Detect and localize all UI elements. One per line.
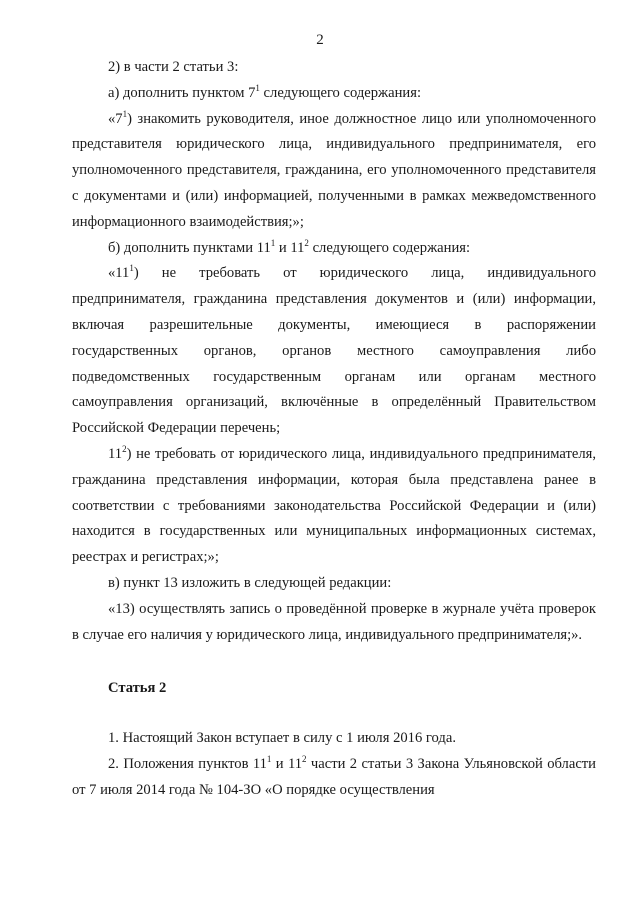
- text: следующего содержания:: [308, 239, 471, 256]
- text: части 2 статьи 3 Закона Ульяновской области от 7 июля 2014 года № 104-ЗО «О порядке осуществления: [72, 755, 596, 798]
- paragraph-point-13: [72, 597, 596, 649]
- text: «13) осуществлять запись о проведённой проверке в журнале учёта проверок в случае его наличия у юридического лица, индивидуального предпринимателя;».: [72, 600, 596, 643]
- superscript: 2: [302, 753, 307, 764]
- superscript: 1: [266, 753, 272, 764]
- text: в) пункт 13 изложить в следующей редакции:: [108, 574, 392, 591]
- paragraph: [72, 81, 596, 107]
- paragraph: [72, 571, 596, 597]
- superscript: 2: [122, 443, 127, 454]
- paragraph-point-7-1: [72, 107, 596, 236]
- superscript: 1: [270, 237, 276, 248]
- paragraph-item-2: [72, 752, 596, 804]
- text: 11: [108, 445, 123, 462]
- text: ) не требовать от юридического лица, индивидуального предпринимателя, гражданина представления информации, которая была представлена ранее в соответствии с требованиями законодательства Российской Федерации и (или) находится в государственных или муниципальных информационных системах, реестрах и регистрах;»;: [72, 445, 596, 566]
- paragraph-point-11-2: [72, 442, 596, 571]
- text: а) дополнить пунктом 7: [108, 84, 256, 101]
- text: «7: [108, 110, 123, 127]
- text: б) дополнить пунктами 11: [108, 239, 271, 256]
- text: 1. Настоящий Закон вступает в силу с 1 июля 2016 года.: [108, 730, 456, 747]
- superscript: 1: [129, 263, 134, 274]
- superscript: 1: [255, 82, 260, 93]
- superscript: 2: [304, 237, 309, 248]
- text: следующего содержания:: [259, 84, 422, 101]
- text: ) знакомить руководителя, иное должностное лицо или уполномоченного представителя юридического лица, индивидуального предпринимателя, его уполномоченного представителя, гражданина, его уполномоченного представителя с документами и (или) информацией, полученными в рамках межведомственного информационного взаимодействия;»;: [72, 110, 596, 230]
- paragraph-point-11-1: [72, 261, 596, 442]
- text: 2. Положения пунктов 11: [108, 755, 267, 772]
- text: 2) в части 2 статьи 3:: [108, 59, 239, 75]
- article-heading: Статья 2: [108, 680, 167, 697]
- paragraph: [72, 55, 596, 81]
- text: ) не требовать от юридического лица, индивидуального предпринимателя, гражданина представления документов и (или) информации, включая разрешительные документы, имеющиеся в распоряжении государственных органов, органов местного самоуправления либо подведомственных государственным органам или органам местного самоуправления организаций, включённые в определённый Правительством Российской Федерации перечень;: [72, 265, 596, 437]
- paragraph: [72, 236, 596, 262]
- page-number: 2: [316, 32, 324, 48]
- text: и 11: [271, 755, 303, 772]
- superscript: 1: [122, 108, 128, 119]
- document-body: [72, 55, 596, 804]
- text: «11: [108, 265, 130, 282]
- paragraph-item-1: [72, 726, 596, 752]
- text: и 11: [275, 239, 305, 256]
